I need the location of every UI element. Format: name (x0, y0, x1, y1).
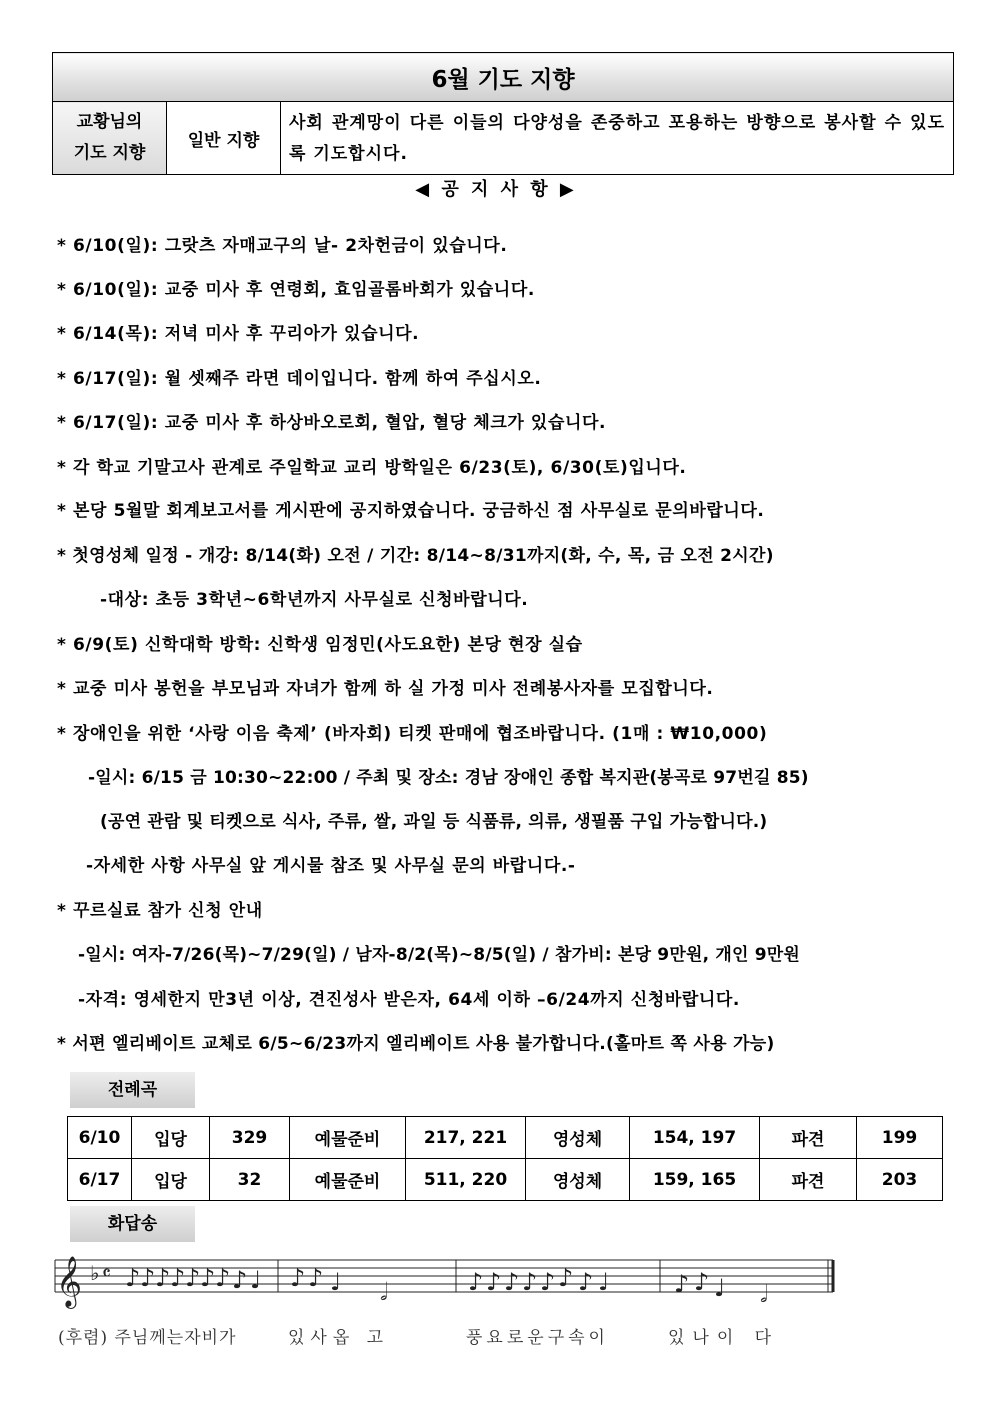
notice-item: * 첫영성체 일정 - 개강: 8/14(화) 오전 / 기간: 8/14~8/31까지(화, 수, 목, 금 오전 2시간) (57, 546, 774, 566)
hymn-cell: 203 (857, 1159, 943, 1201)
notice-item: * 6/10(일): 교중 미사 후 연령회, 효임골롬바회가 있습니다. (57, 280, 535, 300)
svg-text:♪: ♪ (232, 1266, 248, 1294)
notice-subitem: -일시: 6/15 금 10:30~22:00 / 주최 및 장소: 경남 장애인 종합 복지관(봉곡로 97번길 85) (88, 768, 809, 788)
svg-text:♪: ♪ (125, 1264, 141, 1292)
music-score (50, 1240, 840, 1320)
svg-text:♪: ♪ (140, 1264, 156, 1292)
psalm-lyric: 풍요로운구속이 (466, 1328, 609, 1348)
svg-text:♩: ♩ (598, 1268, 610, 1296)
general-intention-label: 일반 지향 (167, 102, 281, 175)
notice-item: * 서편 엘리베이트 교체로 6/5~6/23까지 엘리베이트 사용 불가합니다.(홀마트 쪽 사용 가능) (57, 1034, 775, 1054)
hymn-cell: 32 (210, 1159, 290, 1201)
notice-item: * 장애인을 위한 ‘사랑 이음 축제’ (바자회) 티켓 판매에 협조바랍니다. (1매 : ₩10,000) (57, 724, 768, 744)
svg-text:♪: ♪ (468, 1268, 484, 1296)
svg-text:♩: ♩ (330, 1268, 342, 1296)
hymn-cell: 영성체 (526, 1117, 630, 1159)
svg-text:♪: ♪ (694, 1268, 710, 1296)
hymn-cell: 511, 220 (406, 1159, 526, 1201)
notice-item: * 6/9(토) 신학대학 방학: 신학생 임정민(사도요한) 본당 현장 실습 (57, 635, 583, 655)
notice-subitem: -일시: 여자-7/26(목)~7/29(일) / 남자-8/2(목)~8/5(일) / 참가비: 본당 9만원, 개인 9만원 (78, 945, 800, 965)
hymn-cell: 입당 (132, 1117, 210, 1159)
hymn-cell: 159, 165 (630, 1159, 760, 1201)
svg-text:♪: ♪ (290, 1264, 306, 1292)
notice-item: * 6/14(목): 저녁 미사 후 꾸리아가 있습니다. (57, 324, 420, 344)
hymn-cell: 예물준비 (290, 1159, 406, 1201)
notice-item: * 6/17(일): 교중 미사 후 하상바오로회, 혈압, 혈당 체크가 있습니다. (57, 413, 607, 433)
notice-item: * 교중 미사 봉헌을 부모님과 자녀가 함께 하 실 가정 미사 전례봉사자를 모집합니다. (57, 679, 714, 699)
hymn-cell: 199 (857, 1117, 943, 1159)
psalm-lyric: 있나이 다 (668, 1328, 780, 1348)
notice-item: * 본당 5월말 회계보고서를 게시판에 공지하였습니다. 궁금하신 점 사무실로 문의바랍니다. (57, 501, 765, 521)
notice-item: * 6/17(일): 월 셋째주 라면 데이입니다. 함께 하여 주십시오. (57, 369, 542, 389)
hymns-label: 전례곡 (70, 1072, 195, 1108)
intention-text: 사회 관계망이 다른 이들의 다양성을 존중하고 포용하는 방향으로 봉사할 수 있도록 기도합시다. (281, 102, 954, 175)
table-row (68, 1117, 943, 1159)
svg-text:𝅗𝅥: 𝅗𝅥 (760, 1280, 768, 1308)
page-title: 6월 기도 지향 (53, 53, 954, 102)
notice-item: * 6/10(일): 그랏츠 자매교구의 날- 2차헌금이 있습니다. (57, 236, 508, 256)
psalm-label: 화답송 (70, 1206, 195, 1242)
hymn-cell: 입당 (132, 1159, 210, 1201)
hymn-date: 6/10 (68, 1117, 132, 1159)
treble-clef-icon: 𝄞 (56, 1256, 83, 1307)
notice-subitem: -자격: 영세한지 만3년 이상, 견진성사 받은자, 64세 이하 –6/24까지 신청바랍니다. (78, 990, 740, 1010)
hymn-cell: 파견 (760, 1117, 857, 1159)
svg-text:♪: ♪ (674, 1270, 690, 1298)
notices-heading: ◀ 공 지 사 항 ▶ (415, 179, 577, 200)
svg-text:♪: ♪ (170, 1264, 186, 1292)
psalm-lyric: 있사옵 고 (288, 1328, 390, 1348)
svg-text:♪: ♪ (200, 1264, 216, 1292)
prayer-intention-table (52, 52, 954, 175)
svg-text:♪: ♪ (185, 1264, 201, 1292)
hymn-cell: 329 (210, 1117, 290, 1159)
svg-text:♪: ♪ (558, 1264, 574, 1292)
notice-subitem: -대상: 초등 3학년~6학년까지 사무실로 신청바랍니다. (100, 590, 529, 610)
svg-text:♩: ♩ (250, 1266, 262, 1294)
time-signature-icon: 𝄴 (102, 1261, 111, 1285)
svg-text:♪: ♪ (504, 1268, 520, 1296)
svg-text:♪: ♪ (486, 1268, 502, 1296)
svg-text:♪: ♪ (578, 1268, 594, 1296)
hymn-date: 6/17 (68, 1159, 132, 1201)
pope-label-line2: 기도 지향 (73, 143, 146, 163)
notice-subitem: (공연 관람 및 티켓으로 식사, 주류, 쌀, 과일 등 식품류, 의류, 생필품 구입 가능합니다.) (100, 812, 768, 832)
hymn-cell: 영성체 (526, 1159, 630, 1201)
table-row (68, 1159, 943, 1201)
hymn-cell: 파견 (760, 1159, 857, 1201)
notice-item: * 꾸르실료 참가 신청 안내 (57, 901, 263, 921)
hymn-table (67, 1116, 943, 1201)
hymn-cell: 217, 221 (406, 1117, 526, 1159)
pope-label-line1: 교황님의 (76, 112, 143, 132)
pope-intention-label (53, 102, 167, 175)
hymn-cell: 154, 197 (630, 1117, 760, 1159)
svg-text:♪: ♪ (215, 1264, 231, 1292)
svg-text:♩: ♩ (714, 1274, 726, 1302)
notice-subitem: -자세한 사항 사무실 앞 게시물 참조 및 사무실 문의 바랍니다.- (86, 856, 576, 876)
hymn-cell: 예물준비 (290, 1117, 406, 1159)
psalm-lyric: (후렴) 주님께는자비가 (58, 1328, 237, 1348)
notice-item: * 각 학교 기말고사 관계로 주일학교 교리 방학일은 6/23(토), 6/30(토)입니다. (57, 458, 687, 478)
svg-text:𝅗𝅥: 𝅗𝅥 (380, 1278, 388, 1306)
svg-text:♪: ♪ (540, 1268, 556, 1296)
flat-icon: ♭ (90, 1261, 100, 1285)
svg-text:♪: ♪ (308, 1264, 324, 1292)
svg-text:♪: ♪ (522, 1268, 538, 1296)
svg-text:♪: ♪ (155, 1264, 171, 1292)
